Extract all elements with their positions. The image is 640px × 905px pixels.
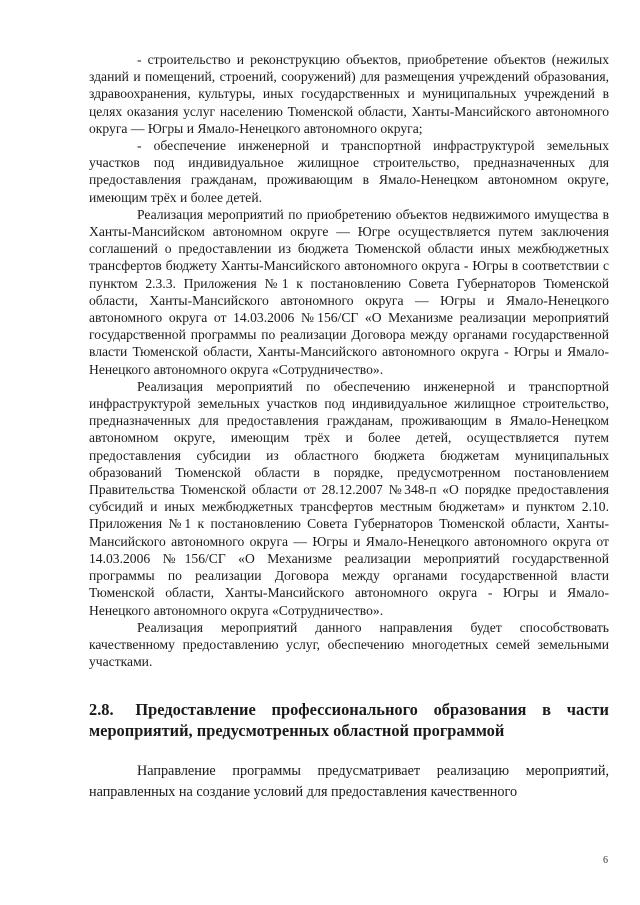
page-number: 6 bbox=[603, 855, 608, 866]
page-body bbox=[89, 51, 609, 802]
paragraph-direction-outcome: Реализация мероприятий данного направления будет способствовать качественному предоставлению услуг, обеспечению многодетных семей земельными участками. bbox=[89, 619, 609, 670]
paragraph-program-direction: Направление программы предусматривает реализацию мероприятий, направленных на создание условий для предоставления качественного bbox=[89, 763, 609, 800]
paragraph-infrastructure: - обеспечение инженерной и транспортной инфраструктурой земельных участков под индивидуальное жилищное строительство, предназначенных для предоставления гражданам, проживающим в Ямало-Ненецком автономном округе, имеющим трёх и более детей. bbox=[89, 138, 609, 205]
paragraph-construction: - строительство и реконструкцию объектов, приобретение объектов (нежилых зданий и помещений, строений, сооружений) для размещения учреждений образования, здравоохранения, культуры, иных государственных и муниципальных учреждений в целях оказания услуг населению Тюменской области, Ханты-Мансийского автономного округа — Югры и Ямало-Ненецкого автономного округа; bbox=[89, 52, 609, 136]
section-title: Предоставление профессионального образования в части мероприятий, предусмотренных областной программой bbox=[89, 700, 609, 741]
paragraph-land-infrastructure: Реализация мероприятий по обеспечению инженерной и транспортной инфраструктурой земельных участков под индивидуальное жилищное строительство, предназначенных для предоставления гражданам, проживающим в Ямало-Ненецком автономном округе, имеющим трёх и более детей, осуществляется путем предоставления субсидии из областного бюджета бюджетам муниципальных образований Тюменской области в порядке, предусмотренном постановлением Правительства Тюменской области от 28.12.2007 №348-п «О порядке предоставления субсидий и иных межбюджетных трансфертов местным бюджетам» и пунктом 2.10. Приложения №1 к постановлению Совета Губернаторов Тюменской области, Ханты-Мансийского автономного округа — Югры и Ямало-Ненецкого автономного округа от 14.03.2006 №156/СГ «О Механизме реализации мероприятий государственной программы по реализации Договора между органами государственной власти Тюменской области, Ханты-Мансийского автономного округа - Югры и Ямало-Ненецкого автономного округа «Сотрудничество». bbox=[89, 378, 609, 618]
section-heading bbox=[89, 699, 609, 741]
paragraph-property-acquisition: Реализация мероприятий по приобретению объектов недвижимого имущества в Ханты-Мансийском автономном округе — Югре осуществляется путем заключения соглашений о предоставлении из бюджета Тюменской области иных межбюджетных трансфертов бюджету Ханты-Мансийского автономного округа - Югры в соответствии с пунктом 2.3.3. Приложения №1 к постановлению Совета Губернаторов Тюменской области, Ханты-Мансийского автономного округа — Югры и Ямало-Ненецкого автономного округа от 14.03.2006 №156/СГ «О Механизме реализации мероприятий государственной программы по реализации Договора между органами государственной власти Тюменской области, Ханты-Мансийского автономного округа - Югры и Ямало-Ненецкого автономного округа «Сотрудничество». bbox=[89, 206, 609, 377]
section-number: 2.8. bbox=[89, 700, 114, 720]
